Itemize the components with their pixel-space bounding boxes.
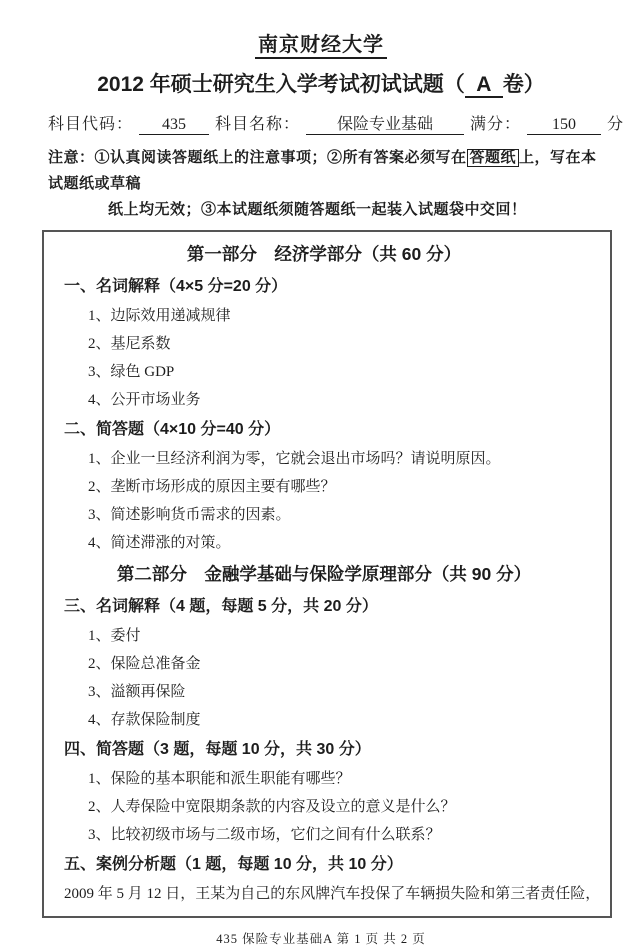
question-item: 2、垄断市场形成的原因主要有哪些？ [88, 478, 336, 495]
section-2-heading: 二、简答题（4×10 分=40 分） [64, 420, 281, 438]
university-title [0, 0, 642, 57]
paper-version: A [465, 74, 503, 98]
question-item: 1、保险的基本职能和派生职能有哪些？ [88, 770, 351, 787]
subject-code-value: 435 [139, 116, 209, 135]
section-3-heading: 三、名词解释（4 题，每题 5 分，共 20 分） [64, 597, 378, 615]
exam-title [0, 68, 642, 98]
question-item: 3、比较初级市场与二级市场，它们之间有什么联系？ [88, 826, 441, 843]
notice-line-1 [48, 145, 598, 197]
question-item: 4、简述滞涨的对策。 [88, 534, 231, 551]
question-item: 2、人寿保险中宽限期条款的内容及设立的意义是什么？ [88, 798, 456, 815]
subject-name-value: 保险专业基础 [306, 116, 464, 135]
question-item: 3、绿色 GDP [88, 363, 175, 380]
exam-title-prefix: 2012 年硕士研究生入学考试初试试题（ [97, 73, 465, 96]
subject-info-line [0, 111, 642, 135]
question-item: 4、公开市场业务 [88, 391, 201, 408]
page-footer: 435 保险专业基础A 第 1 页 共 2 页 [216, 931, 426, 946]
part-1-heading: 第一部分 经济学部分（共 60 分） [186, 243, 462, 264]
notice-segment-2: 上，写在本试题纸或草稿 [48, 149, 597, 192]
section-1-heading: 一、名词解释（4×5 分=20 分） [64, 277, 288, 295]
university-title-text: 南京财经大学 [255, 34, 387, 59]
question-item: 2、基尼系数 [88, 335, 171, 352]
question-item: 2、保险总准备金 [88, 655, 201, 672]
exam-notice [48, 145, 598, 223]
question-item: 1、边际效用递减规律 [88, 307, 231, 324]
notice-line-2: 纸上均无效；③本试题纸须随答题纸一起装入试题袋中交回！ [108, 201, 527, 218]
question-item: 1、企业一旦经济利润为零，它就会退出市场吗？请说明原因。 [88, 450, 501, 467]
question-item: 1、委付 [88, 627, 141, 644]
full-score-value: 150 [527, 116, 601, 135]
exam-body-box [42, 230, 612, 918]
notice-boxed-term: 答题纸 [467, 149, 520, 167]
section-4-heading: 四、简答题（3 题，每题 10 分，共 30 分） [64, 740, 371, 758]
subject-code-label: 科目代码： [48, 116, 134, 134]
full-score-label: 满分： [470, 116, 522, 134]
subject-name-label: 科目名称： [215, 116, 301, 134]
notice-segment-1: ①认真阅读答题纸上的注意事项；②所有答案必须写在 [94, 149, 467, 166]
question-item: 3、溢额再保险 [88, 683, 186, 700]
case-study-text: 2009 年 5 月 12 日，王某为自己的东风牌汽车投保了车辆损失险和第三者责任险， [64, 885, 601, 902]
exam-title-suffix: 卷） [502, 73, 545, 96]
question-item: 4、存款保险制度 [88, 711, 201, 728]
section-5-heading: 五、案例分析题（1 题，每题 10 分，共 10 分） [64, 855, 403, 873]
question-item: 3、简述影响货币需求的因素。 [88, 506, 291, 523]
part-2-heading: 第二部分 金融学基础与保险学原理部分（共 90 分） [116, 563, 532, 584]
notice-label: 注意： [48, 149, 95, 166]
score-unit: 分 [607, 116, 625, 134]
